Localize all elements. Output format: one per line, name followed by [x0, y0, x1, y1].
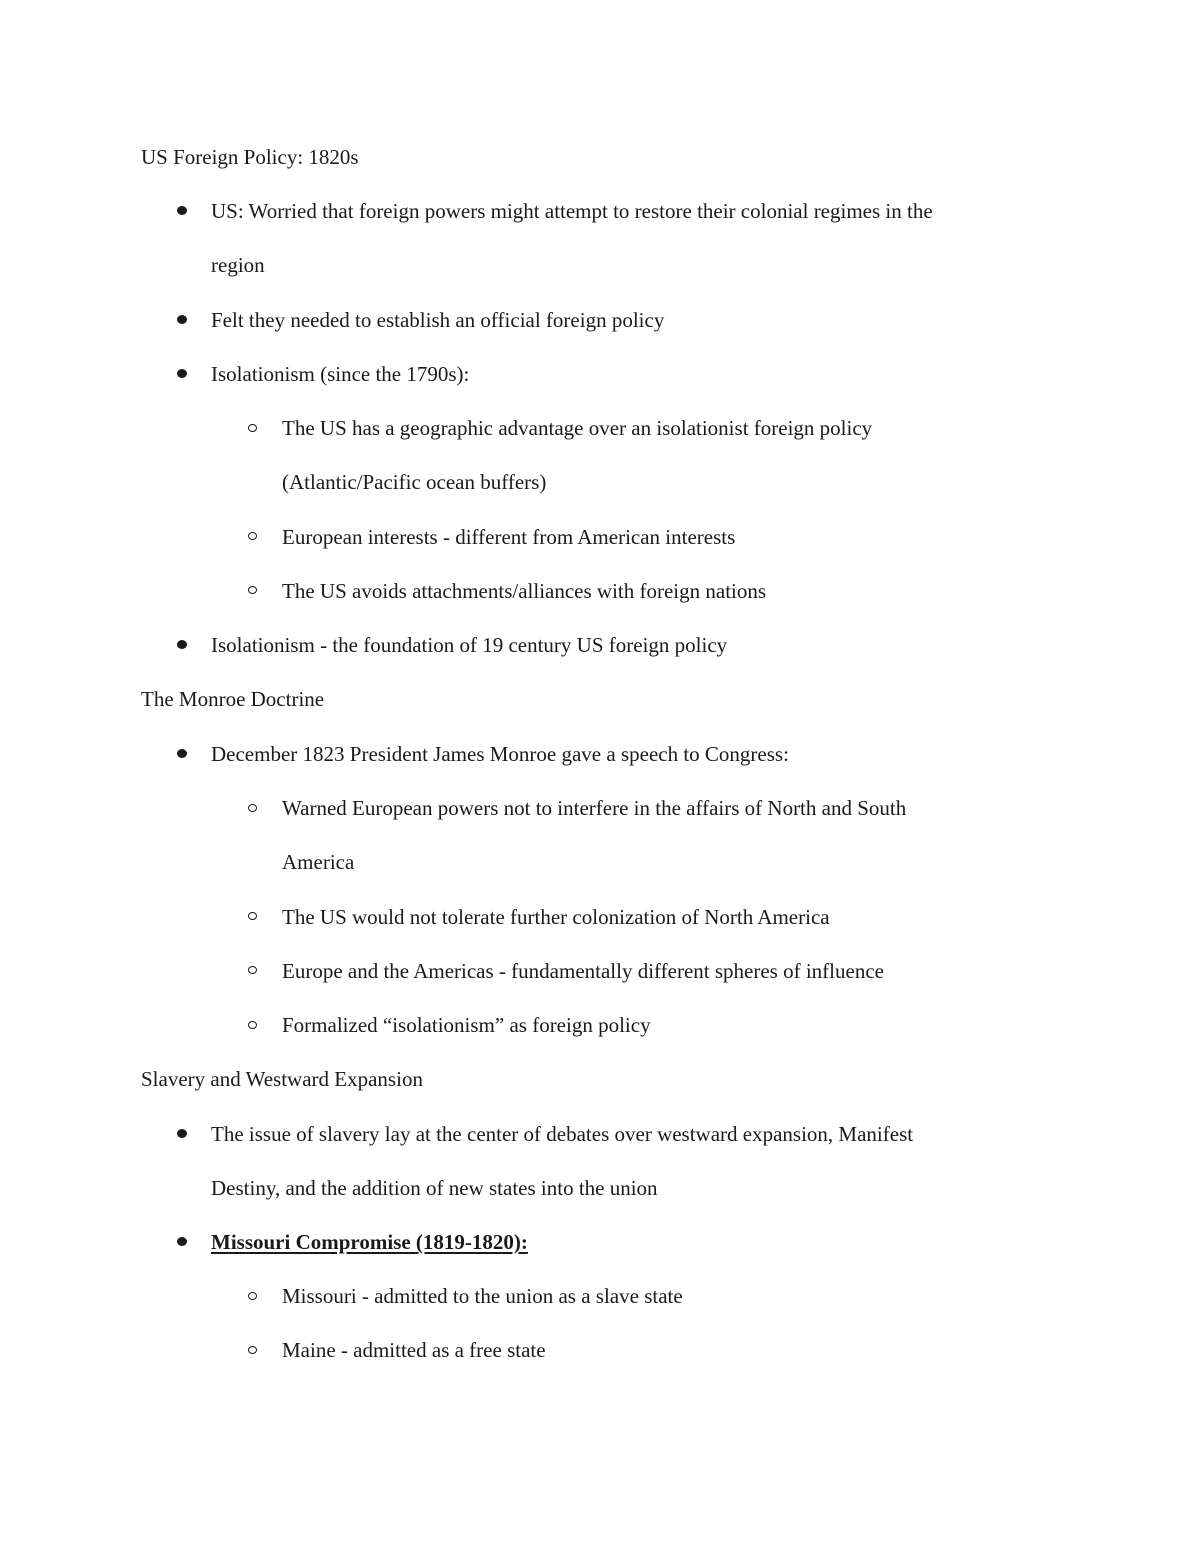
section-heading-monroe-doctrine: The Monroe Doctrine	[141, 687, 325, 711]
bullet-disc-icon	[177, 1237, 187, 1246]
sub-list-item: Formalized “isolationism” as foreign policy	[282, 1013, 651, 1037]
bullet-disc-icon	[177, 749, 187, 758]
bullet-circle-icon	[248, 586, 257, 594]
bullet-circle-icon	[248, 1292, 257, 1300]
sub-list-item: Europe and the Americas - fundamentally different spheres of influence	[282, 959, 884, 983]
bullet-disc-icon	[177, 640, 187, 649]
list-item-continuation: Destiny, and the addition of new states into the union	[211, 1176, 658, 1200]
list-item-missouri-compromise: Missouri Compromise (1819-1820):	[211, 1230, 528, 1254]
list-item: The issue of slavery lay at the center of debates over westward expansion, Manifest	[211, 1122, 914, 1146]
sub-list-item: The US has a geographic advantage over an isolationist foreign policy	[282, 416, 873, 440]
bullet-circle-icon	[248, 1346, 257, 1354]
sub-list-item-continuation: America	[282, 850, 355, 874]
section-heading-us-foreign-policy: US Foreign Policy: 1820s	[141, 145, 359, 169]
bullet-disc-icon	[177, 369, 187, 378]
bullet-circle-icon	[248, 424, 257, 432]
sub-list-item: Missouri - admitted to the union as a slave state	[282, 1284, 683, 1308]
sub-list-item-continuation: (Atlantic/Pacific ocean buffers)	[282, 470, 547, 494]
list-item: Felt they needed to establish an official foreign policy	[211, 308, 665, 332]
bullet-disc-icon	[177, 315, 187, 324]
bullet-circle-icon	[248, 912, 257, 920]
sub-list-item: Warned European powers not to interfere in the affairs of North and South	[282, 796, 907, 820]
bullet-circle-icon	[248, 804, 257, 812]
sub-list-item: The US avoids attachments/alliances with foreign nations	[282, 579, 767, 603]
bullet-circle-icon	[248, 966, 257, 974]
sub-list-item: Maine - admitted as a free state	[282, 1338, 546, 1362]
list-item: US: Worried that foreign powers might attempt to restore their colonial regimes in the	[211, 199, 933, 223]
sub-list-item: The US would not tolerate further colonization of North America	[282, 905, 830, 929]
bullet-disc-icon	[177, 206, 187, 215]
bullet-circle-icon	[248, 532, 257, 540]
bullet-circle-icon	[248, 1021, 257, 1029]
list-item: December 1823 President James Monroe gave a speech to Congress:	[211, 742, 789, 766]
sub-list-item: European interests - different from American interests	[282, 525, 736, 549]
bullet-disc-icon	[177, 1129, 187, 1138]
section-heading-slavery-westward-expansion: Slavery and Westward Expansion	[141, 1067, 423, 1091]
list-item: Isolationism - the foundation of 19 century US foreign policy	[211, 633, 728, 657]
list-item: Isolationism (since the 1790s):	[211, 362, 470, 386]
list-item-continuation: region	[211, 253, 265, 277]
